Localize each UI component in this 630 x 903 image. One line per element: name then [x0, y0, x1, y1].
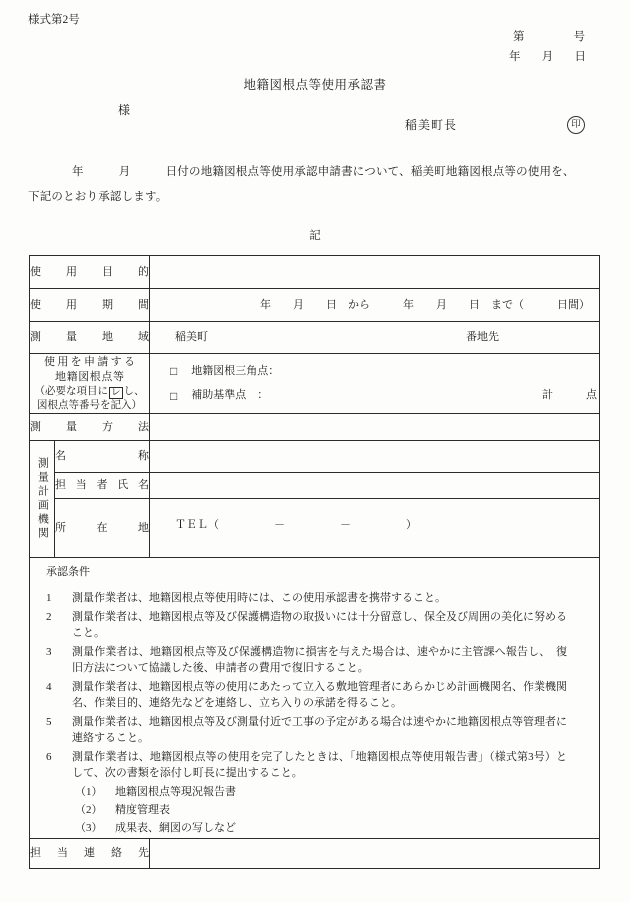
doc-no-suffix: 号 — [573, 31, 585, 43]
area-value-cell — [150, 322, 600, 354]
period-value: 年 月 日 から 年 月 日 まで（ 日間） — [260, 298, 590, 311]
table-row — [30, 256, 600, 289]
condition-attachments — [72, 784, 599, 836]
attachment-item: （1） 地籍図根点等現況報告書 — [75, 786, 236, 798]
points-total-label: 計 点 — [542, 389, 597, 402]
date-day-label: 日 — [574, 51, 586, 63]
purpose-value-cell — [150, 256, 600, 289]
conditions-cell — [30, 558, 600, 839]
checkbox-auxiliary[interactable]: □ — [170, 388, 178, 403]
table-row — [30, 322, 600, 354]
form-style-number: 様式第2号 — [28, 14, 80, 26]
conditions-heading: 承認条件 — [46, 566, 90, 578]
auxiliary-point-label: 補助基準点 ： — [191, 389, 269, 402]
checkbox-triangulation[interactable]: □ — [170, 364, 178, 379]
seal-icon: 印 — [567, 116, 585, 134]
attachment-item: （3） 成果表、網図の写しなど — [75, 822, 236, 834]
table-row — [30, 289, 600, 322]
agency-address-value-cell — [150, 499, 600, 558]
condition-item: 2 測量作業者は、地籍図根点等及び保護構造物の取扱いには十分留意し、保全及び周囲の美化に努めること。 — [46, 611, 567, 639]
period-value-cell — [150, 289, 600, 322]
contact-value-cell — [150, 839, 600, 869]
contact-label: 担当連絡先 — [30, 839, 150, 869]
table-row — [30, 558, 600, 839]
agency-vertical-label: 測量計画機関 — [36, 457, 49, 541]
issuer-row — [405, 116, 585, 134]
document-number-line — [513, 30, 585, 46]
points-label-note1: （必要な項目に レ し、 — [34, 385, 145, 398]
table-row — [30, 414, 600, 441]
date-year-label: 年 — [509, 51, 521, 63]
page-title: 地籍図根点等使用承認書 — [243, 78, 387, 92]
points-value-cell — [150, 354, 600, 414]
triangulation-point-label: 地籍図根三角点： — [191, 364, 280, 377]
agency-person-value-cell — [150, 473, 600, 499]
area-lot-label: 番地先 — [466, 331, 499, 344]
condition-item: 5 測量作業者は、地籍図根点等及び測量付近で工事の予定がある場合は速やかに地籍図根点等管理者に連絡すること。 — [46, 716, 567, 744]
points-label-line1: 使用を申請する — [44, 355, 135, 368]
table-row — [30, 441, 600, 473]
purpose-label: 使用目的 — [30, 256, 150, 289]
agency-name-label: 名称 — [55, 441, 150, 473]
method-label: 測量方法 — [30, 414, 150, 441]
doc-no-prefix: 第 — [513, 31, 525, 43]
condition-item: 1 測量作業者は、地籍図根点等使用時には、この使用承認書を携帯すること。 — [46, 592, 446, 604]
approval-form-table — [29, 255, 600, 869]
period-label: 使用期間 — [30, 289, 150, 322]
approval-statement — [28, 160, 606, 210]
agency-address-label: 所在地 — [55, 499, 150, 558]
agency-name-value-cell — [150, 441, 600, 473]
agency-group-cell — [30, 441, 55, 558]
table-row — [30, 499, 600, 558]
condition-item: 3 測量作業者は、地籍図根点等及び保護構造物に損害を与えた場合は、速やかに主管課へ報告し、 復旧方法について協議した後、申請者の費用で復旧すること。 — [46, 646, 567, 674]
points-label-cell — [30, 354, 150, 414]
date-line — [509, 50, 586, 66]
addressee-suffix: 様 — [118, 103, 131, 117]
method-value-cell — [150, 414, 600, 441]
area-label: 測量地域 — [30, 322, 150, 354]
section-marker: 記 — [309, 230, 321, 242]
table-row — [30, 473, 600, 499]
approval-statement-line2: 下記のとおり承認します。 — [28, 191, 168, 203]
point-item-row — [170, 388, 599, 404]
area-town: 稲美町 — [175, 331, 208, 344]
attachment-item: （2） 精度管理表 — [75, 804, 170, 816]
check-mark-box-icon: レ — [110, 387, 121, 398]
points-label-note2: 図根点等番号を記入） — [37, 399, 142, 411]
date-month-label: 月 — [541, 51, 554, 63]
issuer-name: 稲美町長 — [405, 117, 458, 132]
approval-statement-line1: 年 月 日付の地籍図根点等使用承認申請書について、稲美町地籍図根点等の使用を、 — [72, 166, 575, 178]
condition-item: 4 測量作業者は、地籍図根点等の使用にあたって立入る敷地管理者にあらかじめ計画機関名、作業機関名、作業目的、連絡先などを連絡し、立ち入りの承諾を得ること。 — [46, 681, 567, 709]
tel-line: ＴＥＬ（ － － ） — [175, 519, 417, 532]
table-row — [30, 354, 600, 414]
point-item-row — [170, 363, 599, 379]
condition-item: 6 測量作業者は、地籍図根点等の使用を完了したときは、「地籍図根点等使用報告書」（様式第3号）として、次の書類を添付し町長に提出すること。 — [46, 751, 567, 779]
agency-person-label: 担当者氏名 — [55, 473, 150, 499]
table-row — [30, 839, 600, 869]
points-label-line2: 地籍図根点等 — [55, 370, 124, 383]
